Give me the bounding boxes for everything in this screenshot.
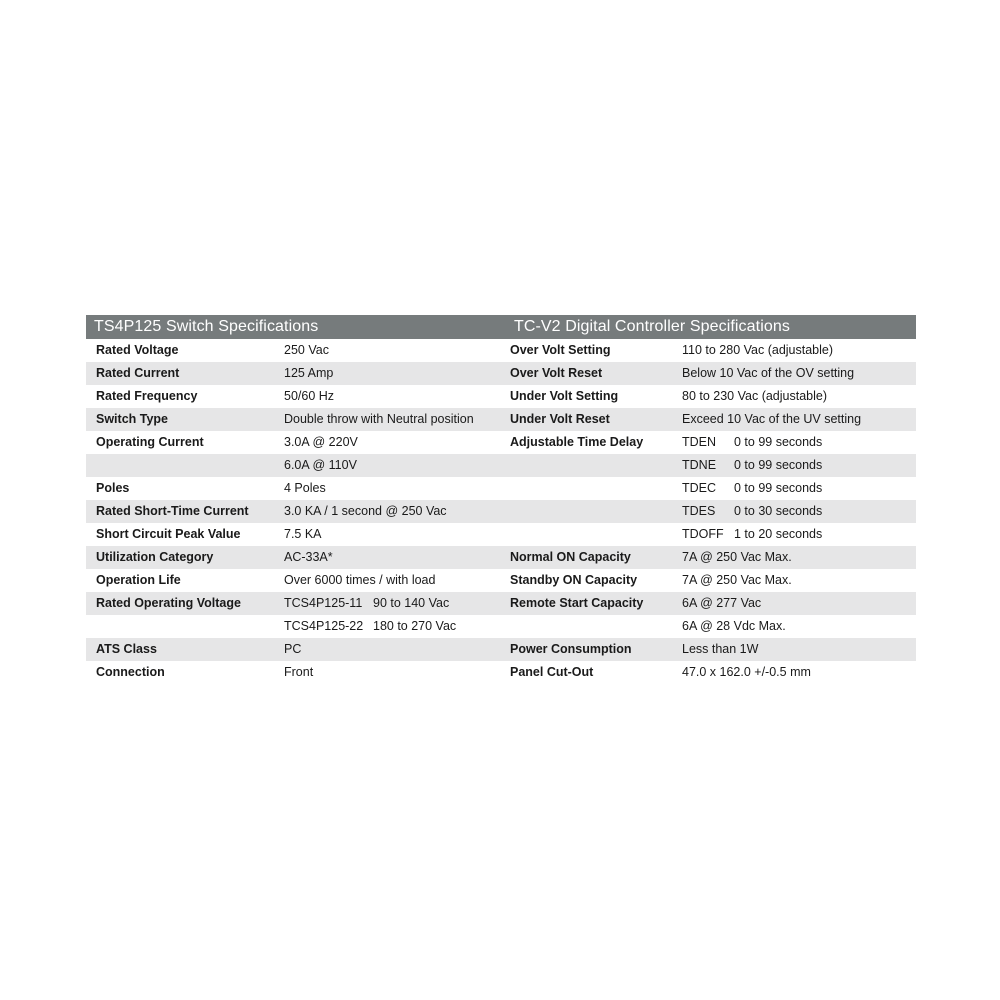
- table-row: [86, 638, 916, 661]
- controller-spec-value: 47.0 x 162.0 +/-0.5 mm: [682, 665, 811, 679]
- controller-spec-label: Under Volt Setting: [510, 389, 619, 403]
- time-delay-code: TDES: [682, 504, 716, 518]
- controller-spec-label: Adjustable Time Delay: [510, 435, 644, 449]
- time-delay-code: TDEN: [682, 435, 717, 449]
- switch-spec-label: Operation Life: [96, 573, 181, 587]
- controller-spec-value: 110 to 280 Vac (adjustable): [682, 343, 834, 357]
- controller-spec-label: [510, 454, 682, 477]
- controller-spec-label: [510, 523, 682, 546]
- switch-spec-label: Short Circuit Peak Value: [96, 527, 241, 541]
- switch-spec-value: Over 6000 times / with load: [284, 573, 436, 587]
- controller-spec-label: Panel Cut-Out: [510, 665, 594, 679]
- controller-spec-value: 6A @ 28 Vdc Max.: [682, 619, 786, 633]
- switch-spec-label: Poles: [96, 481, 130, 495]
- table-row: [86, 408, 916, 431]
- switch-spec-value: 3.0 KA / 1 second @ 250 Vac: [284, 504, 447, 518]
- time-delay-code: TDOFF: [682, 527, 724, 541]
- switch-spec-label: Switch Type: [96, 412, 169, 426]
- time-delay-range: 0 to 30 seconds: [734, 504, 823, 518]
- switch-spec-label: [86, 615, 284, 638]
- controller-spec-label: [510, 615, 682, 638]
- controller-spec-value: Exceed 10 Vac of the UV setting: [682, 412, 862, 426]
- controller-spec-value: 80 to 230 Vac (adjustable): [682, 389, 828, 403]
- controller-spec-value: [682, 454, 916, 477]
- switch-spec-label: Utilization Category: [96, 550, 214, 564]
- table-row: [86, 454, 916, 477]
- table-row: [86, 523, 916, 546]
- controller-spec-label: Remote Start Capacity: [510, 596, 644, 610]
- model-voltage-range: 180 to 270 Vac: [373, 619, 457, 633]
- switch-spec-label: ATS Class: [96, 642, 157, 656]
- switch-spec-label: [86, 454, 284, 477]
- switch-spec-label: Rated Frequency: [96, 389, 198, 403]
- controller-spec-label: Over Volt Reset: [510, 366, 603, 380]
- switch-spec-label: Operating Current: [96, 435, 204, 449]
- switch-spec-value: PC: [284, 642, 302, 656]
- model-code: TCS4P125-22: [284, 619, 364, 633]
- time-delay-range: 1 to 20 seconds: [734, 527, 823, 541]
- switch-spec-value: Front: [284, 665, 314, 679]
- table-header: [86, 315, 916, 339]
- controller-spec-value: Below 10 Vac of the OV setting: [682, 366, 855, 380]
- controller-spec-value: [682, 523, 916, 546]
- switch-spec-value: 6.0A @ 110V: [284, 458, 357, 472]
- controller-spec-title: TC-V2 Digital Controller Specifications: [513, 318, 790, 335]
- switch-spec-value: AC-33A*: [284, 550, 333, 564]
- controller-spec-label: Normal ON Capacity: [510, 550, 631, 564]
- time-delay-code: TDEC: [682, 481, 717, 495]
- table-row: [86, 477, 916, 500]
- model-code: TCS4P125-11: [284, 596, 363, 610]
- switch-spec-value: 125 Amp: [284, 366, 334, 380]
- time-delay-range: 0 to 99 seconds: [734, 481, 823, 495]
- controller-spec-label: [510, 500, 682, 523]
- time-delay-range: 0 to 99 seconds: [734, 435, 823, 449]
- table-row: [86, 362, 916, 385]
- controller-spec-value: Less than 1W: [682, 642, 759, 656]
- table-row: [86, 339, 916, 362]
- switch-spec-value: 7.5 KA: [284, 527, 322, 541]
- switch-spec-label: Rated Current: [96, 366, 180, 380]
- time-delay-code: TDNE: [682, 458, 717, 472]
- controller-spec-label: Standby ON Capacity: [510, 573, 638, 587]
- switch-spec-title: TS4P125 Switch Specifications: [94, 318, 319, 335]
- switch-spec-value: [284, 615, 510, 638]
- controller-spec-value: 7A @ 250 Vac Max.: [682, 550, 792, 564]
- controller-spec-label: Over Volt Setting: [510, 343, 611, 357]
- controller-spec-label: Under Volt Reset: [510, 412, 610, 426]
- table-row: [86, 385, 916, 408]
- model-voltage-range: 90 to 140 Vac: [373, 596, 450, 610]
- table-row: [86, 615, 916, 638]
- switch-spec-label: Rated Operating Voltage: [96, 596, 241, 610]
- table-row: [86, 569, 916, 592]
- switch-spec-value: 250 Vac: [284, 343, 329, 357]
- controller-spec-value: 6A @ 277 Vac: [682, 596, 762, 610]
- table-row: [86, 500, 916, 523]
- switch-spec-value: 50/60 Hz: [284, 389, 335, 403]
- switch-spec-label: Rated Voltage: [96, 343, 179, 357]
- table-row: [86, 431, 916, 454]
- controller-spec-value: [682, 431, 916, 454]
- table-body: [86, 339, 916, 684]
- table-row: [86, 592, 916, 615]
- controller-spec-value: [682, 477, 916, 500]
- switch-spec-value: 4 Poles: [284, 481, 326, 495]
- controller-spec-value: 7A @ 250 Vac Max.: [682, 573, 792, 587]
- switch-spec-label: Connection: [96, 665, 165, 679]
- switch-spec-value: Double throw with Neutral position: [284, 412, 474, 426]
- switch-spec-value: 3.0A @ 220V: [284, 435, 358, 449]
- controller-spec-value: [682, 500, 916, 523]
- table-row: [86, 661, 916, 684]
- switch-spec-value: [284, 592, 510, 615]
- specifications-table: [86, 315, 916, 684]
- switch-spec-label: Rated Short-Time Current: [96, 504, 249, 518]
- time-delay-range: 0 to 99 seconds: [734, 458, 823, 472]
- controller-spec-label: [510, 477, 682, 500]
- controller-spec-label: Power Consumption: [510, 642, 632, 656]
- table-row: [86, 546, 916, 569]
